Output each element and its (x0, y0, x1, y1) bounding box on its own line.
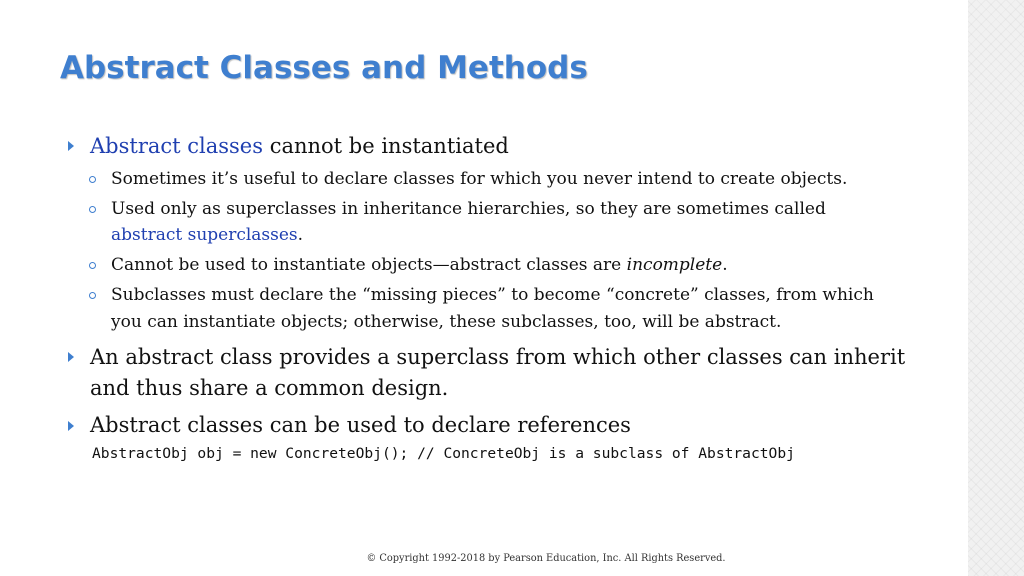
decorative-side-strip (968, 0, 1024, 576)
bullet-text: cannot be instantiated (263, 134, 509, 158)
sub-bullet-sometimes-useful: Sometimes it’s useful to declare classes for which you never intend to create objects. (111, 169, 848, 189)
sub-bullet-cannot-instantiate: Cannot be used to instantiate objects—abstract classes are incomplete. (111, 255, 728, 275)
sub-bullet-subclasses-line1: Subclasses must declare the “missing pieces” to become “concrete” classes, from which (111, 285, 874, 305)
sub-bullet-ring-icon (89, 292, 96, 299)
bullet-abstract-class-line2: and thus share a common design. (90, 376, 449, 400)
slide-title: Abstract Classes and Methods (60, 50, 588, 86)
bullet-arrow-icon (68, 421, 74, 431)
abstract-classes-term: Abstract classes (90, 134, 264, 158)
copyright-text: © Copyright 1992-2018 by Pearson Education, Inc. All Rights Reserved. (366, 553, 726, 564)
sub-bullet-ring-icon (89, 262, 96, 269)
sub-bullet-subclasses-line2: you can instantiate objects; otherwise, these subclasses, too, will be abstract. (111, 312, 782, 332)
bullet-abstract-class-line1: An abstract class provides a superclass from which other classes can inherit (90, 345, 906, 369)
bullet-arrow-icon (68, 141, 74, 151)
sub-bullet-superclasses-line1: Used only as superclasses in inheritance hierarchies, so they are sometimes called (111, 199, 826, 219)
bullet-declare-references: Abstract classes can be used to declare references (90, 413, 631, 437)
code-example: AbstractObj obj = new ConcreteObj(); // ConcreteObj is a subclass of AbstractObj (92, 445, 795, 462)
sub-bullet-ring-icon (89, 206, 96, 213)
incomplete-emphasis: incomplete (626, 255, 723, 275)
copyright-footer (0, 553, 1024, 564)
abstract-superclasses-term: abstract superclasses (111, 225, 298, 245)
bullet-arrow-icon (68, 352, 74, 362)
sub-bullet-superclasses-line2: abstract superclasses. (111, 225, 304, 245)
sub-bullet-ring-icon (89, 176, 96, 183)
bullet-abstract-classes (90, 131, 509, 162)
